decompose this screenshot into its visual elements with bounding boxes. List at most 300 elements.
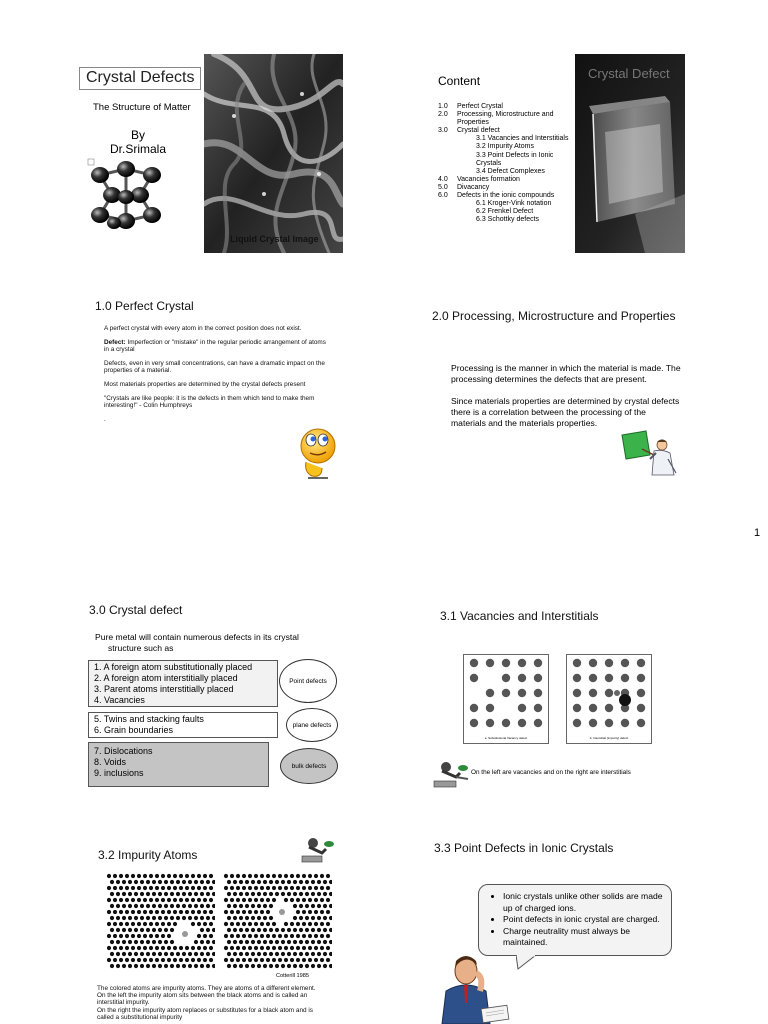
lattice-atom bbox=[116, 964, 120, 968]
lattice-atom bbox=[275, 892, 279, 896]
lattice-atom bbox=[206, 880, 210, 884]
lattice-atom bbox=[167, 874, 171, 878]
lattice-atom bbox=[245, 916, 249, 920]
lattice-atom bbox=[589, 719, 597, 727]
lattice-atom bbox=[290, 898, 294, 902]
lattice-atom bbox=[299, 928, 303, 932]
lattice-atom bbox=[254, 934, 258, 938]
defect-term: Defect: bbox=[104, 338, 126, 346]
lattice-atom bbox=[239, 952, 243, 956]
lattice-atom bbox=[287, 940, 291, 944]
lattice-atom bbox=[203, 958, 207, 962]
lattice-atom bbox=[605, 704, 613, 712]
substitutional-impurity-lattice bbox=[222, 872, 332, 970]
lattice-atom bbox=[573, 704, 581, 712]
lattice-atom bbox=[209, 934, 213, 938]
lattice-atom bbox=[290, 934, 294, 938]
lattice-atom bbox=[308, 874, 312, 878]
lattice-atom bbox=[296, 910, 300, 914]
lattice-atom bbox=[290, 874, 294, 878]
lattice-atom bbox=[143, 934, 147, 938]
vacancy-lattice-panel bbox=[463, 654, 549, 744]
toc-item-number: 5.0 bbox=[438, 183, 448, 191]
ionic-bullet: • Ionic crystals unlike other solids are made up of charged ions. bbox=[503, 891, 665, 914]
lattice-atom bbox=[278, 934, 282, 938]
lattice-atom bbox=[302, 886, 306, 890]
lattice-atom bbox=[254, 898, 258, 902]
lattice-atom bbox=[131, 946, 135, 950]
lattice-atom bbox=[278, 958, 282, 962]
lattice-atom bbox=[269, 916, 273, 920]
lattice-atom bbox=[227, 952, 231, 956]
lattice-atom bbox=[128, 880, 132, 884]
lattice-atom bbox=[284, 934, 288, 938]
lattice-atom bbox=[573, 674, 581, 682]
lattice-atom bbox=[128, 928, 132, 932]
lattice-atom bbox=[329, 892, 332, 896]
lattice-atom bbox=[212, 964, 215, 968]
lattice-atom bbox=[107, 946, 111, 950]
lattice-atom bbox=[275, 880, 279, 884]
lattice-atom bbox=[113, 922, 117, 926]
lattice-atom bbox=[305, 940, 309, 944]
lattice-atom bbox=[224, 874, 228, 878]
lattice-atom bbox=[149, 910, 153, 914]
lattice-atom bbox=[125, 934, 129, 938]
toc-item-number bbox=[438, 216, 457, 224]
bulk-defect-item: 7. Dislocations bbox=[94, 746, 153, 756]
lattice-atom bbox=[155, 922, 159, 926]
lattice-atom bbox=[266, 874, 270, 878]
lattice-atom bbox=[239, 892, 243, 896]
lattice-atom bbox=[128, 940, 132, 944]
lattice-atom bbox=[589, 689, 597, 697]
lattice-atom bbox=[140, 916, 144, 920]
lattice-atom bbox=[621, 659, 629, 667]
lattice-atom bbox=[308, 898, 312, 902]
lattice-atom bbox=[302, 910, 306, 914]
lattice-atom bbox=[245, 880, 249, 884]
lattice-atom bbox=[534, 689, 542, 697]
lattice-atom bbox=[233, 880, 237, 884]
lattice-atom bbox=[167, 934, 171, 938]
lattice-atom bbox=[266, 898, 270, 902]
lattice-atom bbox=[248, 898, 252, 902]
lattice-atom bbox=[320, 958, 324, 962]
lattice-atom bbox=[621, 674, 629, 682]
lattice-atom bbox=[203, 886, 207, 890]
lattice-atom bbox=[107, 874, 111, 878]
lattice-atom bbox=[305, 904, 309, 908]
lattice-atom bbox=[110, 904, 114, 908]
lattice-atom bbox=[224, 934, 228, 938]
interstitial-lattice bbox=[567, 655, 651, 733]
lattice-atom bbox=[308, 886, 312, 890]
lattice-atom bbox=[257, 916, 261, 920]
lattice-atom bbox=[311, 964, 315, 968]
lattice-atom bbox=[311, 940, 315, 944]
lattice-atom bbox=[200, 940, 204, 944]
lattice-atom bbox=[116, 928, 120, 932]
lattice-atom bbox=[308, 922, 312, 926]
lattice-atom bbox=[323, 916, 327, 920]
lattice-atom bbox=[263, 940, 267, 944]
lattice-atom bbox=[182, 916, 186, 920]
author-name: Dr.Srimala bbox=[109, 142, 166, 156]
lattice-atom bbox=[125, 910, 129, 914]
lattice-atom bbox=[227, 916, 231, 920]
slide1-byline bbox=[93, 128, 183, 156]
lattice-atom bbox=[107, 886, 111, 890]
lattice-atom bbox=[212, 916, 215, 920]
lattice-atom bbox=[191, 946, 195, 950]
lattice-atom bbox=[284, 874, 288, 878]
lattice-atom bbox=[637, 659, 645, 667]
crystal-defect-image bbox=[575, 54, 685, 253]
lattice-atom bbox=[317, 880, 321, 884]
lattice-atom bbox=[248, 910, 252, 914]
lattice-atom bbox=[323, 880, 327, 884]
lattice-atom bbox=[125, 874, 129, 878]
lattice-atom bbox=[179, 946, 183, 950]
lattice-atom bbox=[167, 922, 171, 926]
lattice-atom bbox=[155, 934, 159, 938]
point-defect-item: 4. Vacancies bbox=[94, 695, 145, 705]
lattice-atom bbox=[188, 892, 192, 896]
lattice-atom bbox=[191, 898, 195, 902]
bulk-defects-list bbox=[88, 742, 269, 787]
lattice-atom bbox=[290, 958, 294, 962]
lattice-atom bbox=[266, 958, 270, 962]
lattice-atom bbox=[518, 704, 526, 712]
lattice-atom bbox=[236, 946, 240, 950]
lattice-atom bbox=[212, 928, 215, 932]
lattice-atom bbox=[164, 892, 168, 896]
lattice-atom bbox=[605, 659, 613, 667]
lattice-atom bbox=[260, 922, 264, 926]
toc-item-number bbox=[438, 143, 457, 151]
lattice-atom bbox=[119, 934, 123, 938]
lattice-atom bbox=[170, 964, 174, 968]
lattice-atom bbox=[149, 898, 153, 902]
toc-item-number: 1.0 bbox=[438, 103, 448, 110]
lattice-atom bbox=[257, 952, 261, 956]
lattice-atom bbox=[589, 674, 597, 682]
lattice-atom bbox=[224, 922, 228, 926]
lattice-atom bbox=[179, 910, 183, 914]
lattice-atom bbox=[167, 946, 171, 950]
lattice-atom bbox=[173, 922, 177, 926]
lattice-atom bbox=[314, 958, 318, 962]
lattice-atom bbox=[146, 928, 150, 932]
thinking-man-clipart bbox=[436, 951, 512, 1024]
lattice-atom bbox=[170, 880, 174, 884]
lattice-atom bbox=[143, 874, 147, 878]
lattice-atom bbox=[137, 886, 141, 890]
lattice-atom bbox=[146, 904, 150, 908]
toc-item bbox=[438, 143, 578, 151]
lattice-atom bbox=[107, 934, 111, 938]
perfect-crystal-heading: 1.0 Perfect Crystal bbox=[95, 299, 194, 313]
lattice-atom bbox=[296, 886, 300, 890]
content-title: Content bbox=[438, 74, 481, 88]
lattice-atom bbox=[239, 916, 243, 920]
lattice-atom bbox=[287, 880, 291, 884]
lattice-atom bbox=[296, 946, 300, 950]
lattice-atom bbox=[197, 910, 201, 914]
vacancy-caption: a. Substitutional Vacancy defect bbox=[484, 736, 528, 740]
point-defect-item: 2. A foreign atom interstitially placed bbox=[94, 673, 238, 683]
lattice-atom bbox=[140, 952, 144, 956]
lattice-atom bbox=[143, 910, 147, 914]
lattice-atom bbox=[197, 922, 201, 926]
lattice-atom bbox=[113, 946, 117, 950]
lattice-atom bbox=[227, 964, 231, 968]
lattice-atom bbox=[320, 934, 324, 938]
lattice-atom bbox=[573, 659, 581, 667]
vacancies-heading: 3.1 Vacancies and Interstitials bbox=[440, 609, 599, 623]
lattice-atom bbox=[326, 898, 330, 902]
impurity-body bbox=[97, 985, 329, 1021]
lattice-atom bbox=[164, 964, 168, 968]
lattice-atom bbox=[317, 916, 321, 920]
lattice-atom bbox=[518, 659, 526, 667]
lattice-atom bbox=[212, 952, 215, 956]
defect-definition: Imperfection or "mistake" in the regular periodic arrangement of atoms in a crystal bbox=[104, 338, 326, 354]
lattice-atom bbox=[152, 916, 156, 920]
lattice-atom bbox=[137, 958, 141, 962]
lattice-atom bbox=[200, 916, 204, 920]
lattice-atom bbox=[311, 904, 315, 908]
by-label: By bbox=[130, 128, 145, 142]
lattice-atom bbox=[113, 874, 117, 878]
lattice-atom bbox=[263, 928, 267, 932]
lattice-atom bbox=[140, 964, 144, 968]
toc-item bbox=[438, 111, 578, 127]
lattice-atom bbox=[122, 892, 126, 896]
lattice-atom bbox=[269, 940, 273, 944]
lattice-atom bbox=[200, 964, 204, 968]
lattice-atom bbox=[194, 892, 198, 896]
lattice-atom bbox=[209, 958, 213, 962]
lattice-atom bbox=[170, 892, 174, 896]
perfect-crystal-p3: Defects, even in very small concentrations, can have a dramatic impact on the properties of a material. bbox=[104, 359, 325, 375]
lattice-atom bbox=[518, 689, 526, 697]
lattice-atom bbox=[137, 874, 141, 878]
lattice-atom bbox=[296, 874, 300, 878]
lattice-atom bbox=[534, 704, 542, 712]
lattice-atom bbox=[314, 922, 318, 926]
crystal-defect-intro bbox=[95, 632, 335, 654]
lattice-atom bbox=[329, 916, 332, 920]
lattice-atom bbox=[293, 880, 297, 884]
lattice-atom bbox=[152, 892, 156, 896]
lattice-atom bbox=[164, 928, 168, 932]
lattice-atom bbox=[308, 958, 312, 962]
perfect-crystal-p1: A perfect crystal with every atom in the correct position does not exist. bbox=[104, 325, 302, 332]
lattice-atom bbox=[149, 874, 153, 878]
lattice-atom bbox=[233, 916, 237, 920]
lattice-atom bbox=[251, 940, 255, 944]
lattice-atom bbox=[236, 910, 240, 914]
processing-heading: 2.0 Processing, Microstructure and Properties bbox=[432, 309, 676, 323]
lattice-atom bbox=[194, 916, 198, 920]
lattice-atom bbox=[314, 946, 318, 950]
lattice-atom bbox=[176, 916, 180, 920]
lattice-atom bbox=[245, 892, 249, 896]
lattice-atom bbox=[170, 928, 174, 932]
lattice-atom bbox=[299, 880, 303, 884]
ionic-bullet: • Point defects in ionic crystal are charged. bbox=[503, 914, 665, 926]
lattice-atom bbox=[155, 910, 159, 914]
lattice-atom bbox=[299, 904, 303, 908]
lattice-atom bbox=[323, 904, 327, 908]
lattice-atom bbox=[209, 946, 213, 950]
lattice-atom bbox=[534, 719, 542, 727]
processing-p2: Since materials properties are determined by crystal defects there is a correlation between the processing of the materials and the materials properties. bbox=[451, 396, 680, 428]
vacancies-note: On the left are vacancies and on the right are interstitials bbox=[471, 769, 631, 776]
lattice-atom bbox=[305, 928, 309, 932]
lattice-atom bbox=[486, 704, 494, 712]
lattice-atom bbox=[260, 886, 264, 890]
lattice-atom bbox=[293, 916, 297, 920]
plane-defect-item: 5. Twins and stacking faults bbox=[94, 714, 204, 724]
lattice-atom bbox=[152, 928, 156, 932]
lattice-atom bbox=[470, 719, 478, 727]
lattice-atom bbox=[107, 898, 111, 902]
lattice-atom bbox=[272, 898, 276, 902]
plane-defects-oval: plane defects bbox=[286, 708, 338, 742]
lattice-atom bbox=[173, 886, 177, 890]
lattice-atom bbox=[206, 892, 210, 896]
toc-item bbox=[438, 152, 578, 168]
lattice-atom bbox=[200, 892, 204, 896]
lattice-atom bbox=[278, 874, 282, 878]
impurity-p2: On the left the impurity atom sits between the black atoms and is called an interstitial impurity. bbox=[97, 992, 308, 1007]
lattice-atom bbox=[113, 898, 117, 902]
lattice-atom bbox=[134, 928, 138, 932]
lattice-atom bbox=[242, 946, 246, 950]
perfect-crystal-body bbox=[104, 325, 330, 423]
lattice-atom bbox=[164, 940, 168, 944]
lattice-atom bbox=[589, 704, 597, 712]
toc-item-label: Processing, Microstructure and Properties bbox=[457, 111, 554, 127]
lattice-atom bbox=[191, 922, 195, 926]
lattice-atom bbox=[143, 886, 147, 890]
lattice-atom bbox=[269, 904, 273, 908]
point-defects-oval: Point defects bbox=[279, 659, 337, 703]
lattice-atom bbox=[122, 952, 126, 956]
bulk-defect-item: 8. Voids bbox=[94, 757, 127, 767]
lattice-atom bbox=[320, 874, 324, 878]
lattice-atom bbox=[263, 880, 267, 884]
lattice-atom bbox=[131, 886, 135, 890]
lattice-atom bbox=[200, 952, 204, 956]
lattice-atom bbox=[305, 964, 309, 968]
lattice-atom bbox=[110, 940, 114, 944]
lattice-atom bbox=[158, 964, 162, 968]
lattice-atom bbox=[257, 940, 261, 944]
lattice-atom bbox=[146, 952, 150, 956]
lattice-atom bbox=[311, 880, 315, 884]
lattice-atom bbox=[278, 946, 282, 950]
lattice-atom bbox=[227, 904, 231, 908]
lattice-atom bbox=[107, 910, 111, 914]
lattice-atom bbox=[281, 892, 285, 896]
lattice-atom bbox=[317, 964, 321, 968]
lattice-atom bbox=[155, 946, 159, 950]
lattice-atom bbox=[269, 964, 273, 968]
lattice-atom bbox=[161, 946, 165, 950]
lattice-atom bbox=[619, 694, 631, 706]
lattice-atom bbox=[317, 904, 321, 908]
lattice-atom bbox=[251, 964, 255, 968]
lattice-atom bbox=[185, 946, 189, 950]
lattice-atom bbox=[173, 874, 177, 878]
lattice-atom bbox=[143, 958, 147, 962]
lattice-atom bbox=[155, 958, 159, 962]
lattice-atom bbox=[131, 898, 135, 902]
lattice-atom bbox=[170, 916, 174, 920]
lattice-atom bbox=[188, 952, 192, 956]
lattice-atom bbox=[122, 964, 126, 968]
lattice-atom bbox=[323, 928, 327, 932]
lattice-atom bbox=[248, 946, 252, 950]
lattice-atom bbox=[326, 946, 330, 950]
lattice-atom bbox=[251, 952, 255, 956]
lattice-atom bbox=[128, 952, 132, 956]
lattice-atom bbox=[296, 922, 300, 926]
lattice-atom bbox=[122, 880, 126, 884]
lattice-atom bbox=[119, 886, 123, 890]
lattice-atom bbox=[161, 934, 165, 938]
lattice-atom bbox=[311, 916, 315, 920]
lattice-atom bbox=[281, 952, 285, 956]
lattice-atom bbox=[251, 916, 255, 920]
lattice-atom bbox=[245, 928, 249, 932]
lattice-atom bbox=[122, 904, 126, 908]
lattice-atom bbox=[242, 958, 246, 962]
lattice-atom bbox=[233, 904, 237, 908]
lattice-atom bbox=[179, 958, 183, 962]
lattice-atom bbox=[185, 898, 189, 902]
lattice-atom bbox=[224, 898, 228, 902]
toc-item-label: 3.3 Point Defects in Ionic Crystals bbox=[476, 151, 554, 167]
lattice-atom bbox=[203, 874, 207, 878]
lattice-atom bbox=[589, 659, 597, 667]
lattice-atom bbox=[239, 940, 243, 944]
lattice-atom bbox=[263, 952, 267, 956]
lattice-atom bbox=[486, 659, 494, 667]
lattice-atom bbox=[116, 940, 120, 944]
lattice-atom bbox=[637, 719, 645, 727]
lattice-atom bbox=[518, 674, 526, 682]
lattice-atom bbox=[152, 952, 156, 956]
lattice-atom bbox=[116, 916, 120, 920]
point-defect-item: 1. A foreign atom substitutionally placed bbox=[94, 662, 253, 672]
lattice-atom bbox=[185, 874, 189, 878]
lattice-atom bbox=[302, 934, 306, 938]
toc-item-number bbox=[438, 200, 457, 208]
lattice-atom bbox=[245, 940, 249, 944]
lattice-atom bbox=[158, 916, 162, 920]
toc-item-label: Perfect Crystal bbox=[457, 103, 503, 110]
lattice-atom bbox=[329, 940, 332, 944]
lattice-atom bbox=[275, 928, 279, 932]
toc-item-number bbox=[438, 208, 457, 216]
lattice-atom bbox=[134, 880, 138, 884]
lattice-atom bbox=[164, 904, 168, 908]
